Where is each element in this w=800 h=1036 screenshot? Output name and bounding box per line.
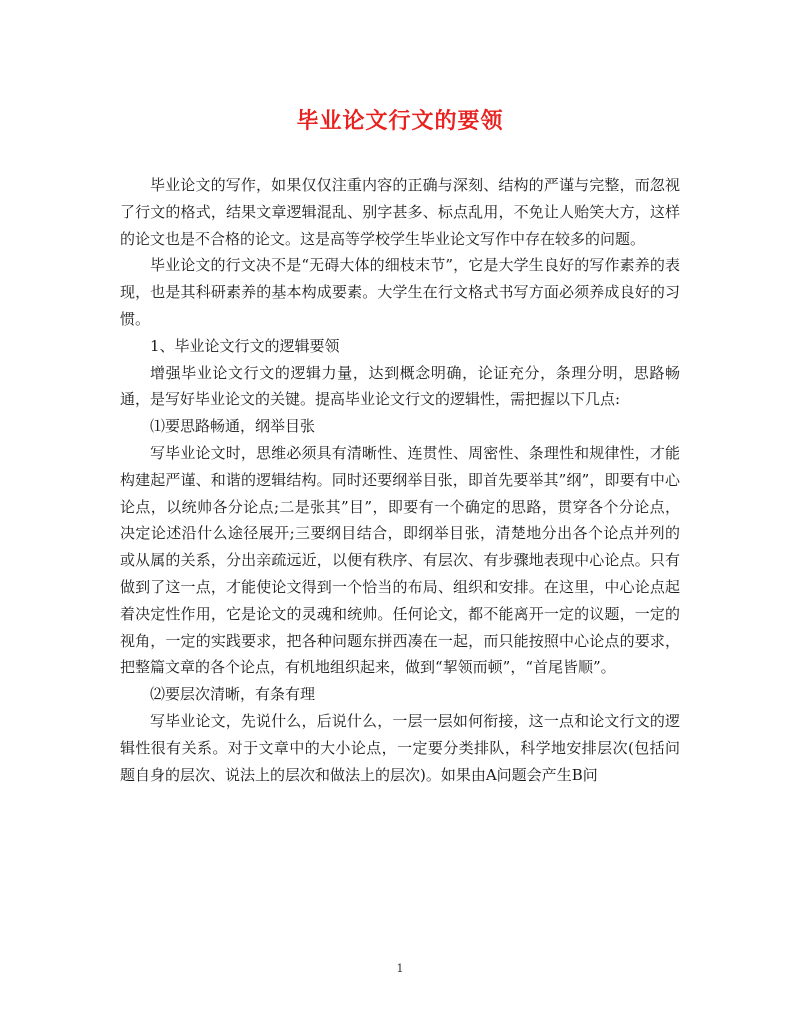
subheading-clear-levels: ⑵要层次清晰，有条有理 xyxy=(150,685,316,704)
document-title: 毕业论文行文的要领 xyxy=(296,108,504,134)
subheading-clear-thinking: ⑴要思路畅通，纲举目张 xyxy=(150,417,316,436)
paragraph-intro: 毕业论文的写作，如果仅仅注重内容的正确与深刻、结构的严谨与完整，而忽视了行文的格式，结果文章逻辑混乱、别字甚多、标点乱用，不免让人贻笑大方，这样的论文也是不合格的论文。这是高等学校学生毕业论文写作中存在较多的问题。 xyxy=(120,176,680,248)
page-number: 1 xyxy=(396,962,404,975)
paragraph-format-importance: 毕业论文的行文决不是“无碍大体的细枝末节”，它是大学生良好的写作素养的表现，也是其科研素养的基本构成要素。大学生在行文格式书写方面必须养成良好的习惯。 xyxy=(120,256,680,328)
section-heading-logic: 1、毕业论文行文的逻辑要领 xyxy=(150,336,340,355)
paragraph-logic-intro: 增强毕业论文行文的逻辑力量，达到概念明确，论证充分，条理分明，思路畅通，是写好毕业论文的关键。提高毕业论文行文的逻辑性，需把握以下几点: xyxy=(120,363,680,409)
paragraph-clear-levels: 写毕业论文，先说什么，后说什么，一层一层如何衔接，这一点和论文行文的逻辑性很有关系。对于文章中的大小论点，一定要分类排队，科学地安排层次(包括问题自身的层次、说法上的层次和做法上的层次)。如果由A问题会产生B问 xyxy=(120,711,680,784)
document-body xyxy=(120,172,680,788)
paragraph-clear-thinking: 写毕业论文时，思维必须具有清晰性、连贯性、周密性、条理性和规律性，才能构建起严谨、和谐的逻辑结构。同时还要纲举目张，即首先要举其”纲”，即要有中心论点，以统帅各分论点;二是张其”目”，即要有一个确定的思路，贯穿各个分论点，决定论述沿什么途径展开;三要纲目结合，即纲举目张，清楚地分出各个论点并列的或从属的关系，分出亲疏远近，以便有秩序、有层次、有步骤地表现中心论点。只有做到了这一点，才能使论文得到一个恰当的布局、组织和安排。在这里，中心论点起着决定性作用，它是论文的灵魂和统帅。任何论文，都不能离开一定的议题，一定的视角，一定的实践要求，把各种问题东拼西凑在一起，而只能按照中心论点的要求，把整篇文章的各个论点，有机地组织起来，做到“挈领而顿”，“首尾皆顺”。 xyxy=(120,443,680,677)
